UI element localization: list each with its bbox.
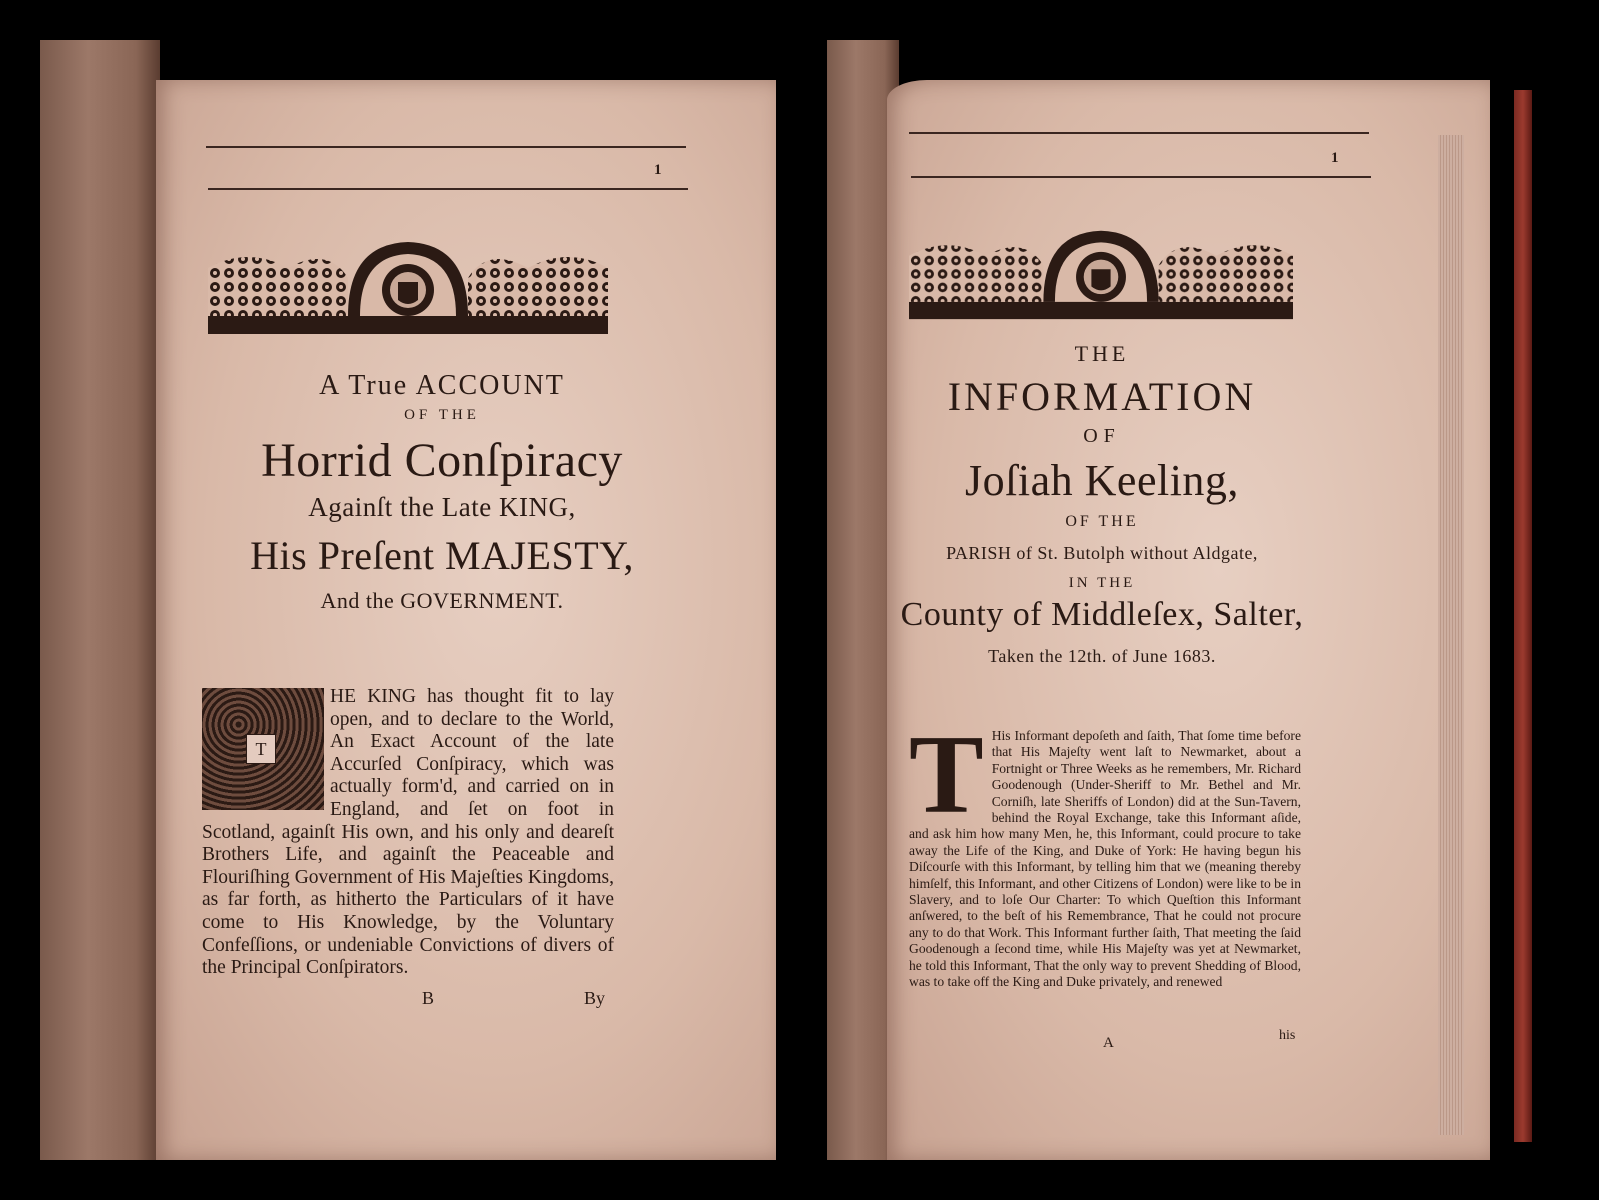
title-line: OF THE — [1065, 513, 1139, 531]
royal-arms-headpiece-ornament — [909, 226, 1293, 322]
title-line: A True ACCOUNT — [319, 370, 565, 401]
body-paragraph: HE KING has thought fit to lay open, and to declare to the World, An Exact Account of the late Accurſed Conſpiracy, which was actually form'd, and carried on in England, and ſet on foot in Scotland, againſt His own, and his only and deareſt Brothers Life, and againſt the Peaceable and Flouriſhing Government of His Majeſties Kingdoms, as far forth, as hitherto the Particulars of it have come to His Knowledge, by the Voluntary Confeſſions, or undeniable Convictions of divers of the Principal Conſpirators. — [202, 686, 614, 979]
title-line: Joſiah Keeling, — [965, 455, 1239, 505]
left-body-text — [202, 686, 614, 980]
body-paragraph: His Informant depoſeth and ſaith, That ſome time before that His Majeſty went laſt to Newmarket, about a Fortnight or Three Weeks as he remembers, Mr. Richard Goodenough (Under-Sheriff to Mr. Bethel and Mr. Corniſh, late Sheriffs of London) did at the Sun-Tavern, behind the Royal Exchange, take this Informant aſide, and ask him how many Men, he, this Informant, could procure to take away the Life of the King, and Duke of York: He having begun his Diſcourſe with this Informant, by telling him that we (meaning thereby himſelf, this Informant, and other Citizens of London) were like to be in Slavery, and to loſe Our Charter: To which Queſtion this Informant anſwered, to the beſt of his Remembrance, That he could not procure any to do that Work. This Informant further ſaith, That meeting the ſaid Goodenough a ſecond time, while His Majeſty was yet at Newmarket, he told this Informant, That the only way to prevent Shedding of Blood, was to take off the King and Duke privately, and renewed — [909, 728, 1301, 990]
page-number: 1 — [654, 162, 662, 178]
signature-mark: A — [1103, 1035, 1114, 1051]
title-line: County of Middleſex, Salter, — [900, 595, 1304, 633]
page-fore-edge — [1438, 135, 1464, 1135]
title-line: Taken the 12th. of June 1683. — [988, 646, 1216, 667]
drop-cap-letter: T — [246, 734, 276, 764]
drop-cap-letter: T — [909, 713, 984, 837]
right-body-text — [909, 713, 1301, 991]
top-rule — [909, 132, 1369, 134]
title-line: IN THE — [1068, 575, 1136, 592]
title-line: His Preſent MAJESTY, — [250, 533, 634, 579]
top-rule — [911, 176, 1371, 178]
floral-drop-cap-ornament — [202, 688, 324, 810]
catchword: his — [1279, 1028, 1296, 1043]
title-line: Againſt the Late KING, — [308, 491, 576, 522]
title-line: And the GOVERNMENT. — [320, 587, 564, 613]
title-line: THE — [1074, 341, 1130, 366]
title-line: OF — [1083, 425, 1121, 448]
catchword: By — [584, 988, 606, 1008]
right-book-photo — [827, 40, 1540, 1160]
right-title-block — [897, 342, 1307, 666]
title-line: Horrid Conſpiracy — [261, 434, 623, 488]
title-line: OF THE — [404, 407, 480, 424]
left-title-block — [192, 370, 692, 614]
red-leather-cover-edge — [1514, 90, 1532, 1142]
page-number: 1 — [1331, 150, 1339, 166]
title-line: PARISH of St. Butolph without Aldgate, — [946, 542, 1258, 563]
top-rule — [206, 146, 686, 148]
title-line: INFORMATION — [947, 373, 1257, 419]
top-rule — [208, 188, 688, 190]
royal-arms-headpiece-ornament — [208, 238, 608, 336]
signature-mark: B — [422, 988, 435, 1008]
left-book-spine — [40, 40, 160, 1160]
left-page — [156, 80, 776, 1160]
right-page — [887, 80, 1490, 1160]
left-book-photo — [40, 40, 776, 1160]
